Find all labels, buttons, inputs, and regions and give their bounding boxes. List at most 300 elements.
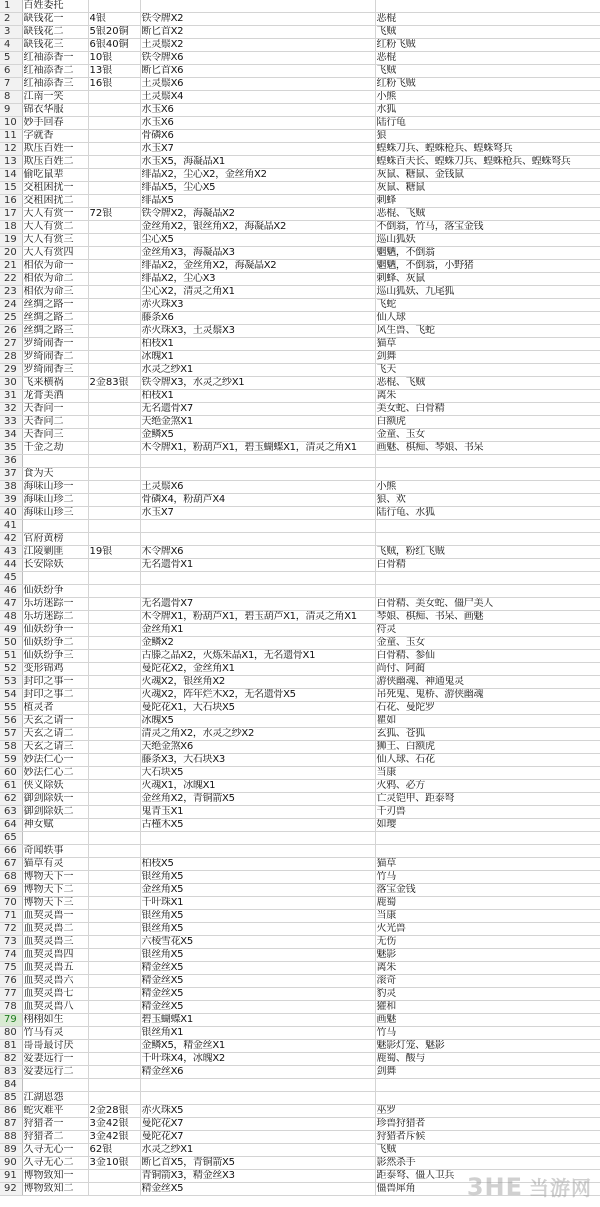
table-row bbox=[0, 871, 600, 884]
row-number-cell[interactable]: 75 bbox=[0, 962, 22, 975]
required-items-cell: 曼陀花X1，大石块X5 bbox=[140, 702, 375, 715]
reward-money-cell bbox=[88, 156, 140, 169]
row-number-cell[interactable]: 10 bbox=[0, 117, 22, 130]
quest-name-cell: 博物天下一 bbox=[22, 871, 88, 884]
target-monsters-cell: 尚付、阿蔺 bbox=[375, 663, 600, 676]
target-monsters-cell: 飞贼 bbox=[375, 1144, 600, 1157]
row-number-cell[interactable]: 77 bbox=[0, 988, 22, 1001]
reward-money-cell bbox=[88, 416, 140, 429]
table-row bbox=[0, 728, 600, 741]
quest-name-cell: 栩栩如生 bbox=[22, 1014, 88, 1027]
row-number-cell[interactable]: 47 bbox=[0, 598, 22, 611]
reward-money-cell bbox=[88, 169, 140, 182]
row-number-cell[interactable]: 40 bbox=[0, 507, 22, 520]
row-number-cell[interactable]: 34 bbox=[0, 429, 22, 442]
quest-name-cell: 久寻无心一 bbox=[22, 1144, 88, 1157]
target-monsters-cell: 竹马 bbox=[375, 1027, 600, 1040]
target-monsters-cell: 飞天 bbox=[375, 364, 600, 377]
row-number-cell[interactable]: 59 bbox=[0, 754, 22, 767]
quest-name-cell: 千金之劫 bbox=[22, 442, 88, 455]
target-monsters-cell bbox=[375, 832, 600, 845]
reward-money-cell bbox=[88, 650, 140, 663]
required-items-cell: 曼陀花X7 bbox=[140, 1131, 375, 1144]
reward-money-cell: 6银40铜 bbox=[88, 39, 140, 52]
row-number-cell[interactable]: 74 bbox=[0, 949, 22, 962]
table-row bbox=[0, 923, 600, 936]
row-number-cell[interactable]: 85 bbox=[0, 1092, 22, 1105]
reward-money-cell bbox=[88, 884, 140, 897]
row-number-cell[interactable]: 26 bbox=[0, 325, 22, 338]
row-number-cell[interactable]: 63 bbox=[0, 806, 22, 819]
row-number-cell[interactable]: 17 bbox=[0, 208, 22, 221]
row-number-cell[interactable]: 54 bbox=[0, 689, 22, 702]
row-number-cell[interactable]: 1 bbox=[0, 0, 22, 13]
required-items-cell: 骨磷X6 bbox=[140, 130, 375, 143]
row-number-cell[interactable]: 30 bbox=[0, 377, 22, 390]
row-number-cell[interactable]: 38 bbox=[0, 481, 22, 494]
row-number-cell[interactable]: 11 bbox=[0, 130, 22, 143]
quest-name-cell: 红袖添香三 bbox=[22, 78, 88, 91]
quest-name-cell: 博物天下三 bbox=[22, 897, 88, 910]
target-monsters-cell bbox=[375, 845, 600, 858]
table-row bbox=[0, 455, 600, 468]
required-items-cell: 尘心X2，清灵之角X1 bbox=[140, 286, 375, 299]
required-items-cell bbox=[140, 0, 375, 13]
reward-money-cell bbox=[88, 0, 140, 13]
quest-name-cell: 血契灵兽七 bbox=[22, 988, 88, 1001]
reward-money-cell bbox=[88, 780, 140, 793]
quest-name-cell: 大人有赏三 bbox=[22, 234, 88, 247]
quest-name-cell: 红袖添香二 bbox=[22, 65, 88, 78]
reward-money-cell bbox=[88, 793, 140, 806]
quest-name-cell bbox=[22, 455, 88, 468]
required-items-cell: 火魂X1，冰魄X1 bbox=[140, 780, 375, 793]
target-monsters-cell: 火鸦、必方 bbox=[375, 780, 600, 793]
reward-money-cell bbox=[88, 234, 140, 247]
required-items-cell bbox=[140, 455, 375, 468]
quest-name-cell: 百姓委托 bbox=[22, 0, 88, 13]
quest-name-cell: 锦衣华服 bbox=[22, 104, 88, 117]
row-number-cell[interactable]: 12 bbox=[0, 143, 22, 156]
target-monsters-cell: 恶棍 bbox=[375, 13, 600, 26]
row-number-cell[interactable]: 8 bbox=[0, 91, 22, 104]
quest-name-cell: 博物致知一 bbox=[22, 1170, 88, 1183]
table-row bbox=[0, 1014, 600, 1027]
table-row bbox=[0, 26, 600, 39]
reward-money-cell bbox=[88, 494, 140, 507]
row-number-cell[interactable]: 83 bbox=[0, 1066, 22, 1079]
required-items-cell: 铁令牌X3，水灵之纱X1 bbox=[140, 377, 375, 390]
row-number-cell[interactable]: 3 bbox=[0, 26, 22, 39]
reward-money-cell bbox=[88, 429, 140, 442]
row-number-cell[interactable]: 18 bbox=[0, 221, 22, 234]
row-number-cell[interactable]: 27 bbox=[0, 338, 22, 351]
required-items-cell: 冰魄X5 bbox=[140, 715, 375, 728]
row-number-cell[interactable]: 89 bbox=[0, 1144, 22, 1157]
table-row bbox=[0, 637, 600, 650]
reward-money-cell bbox=[88, 741, 140, 754]
row-number-cell[interactable]: 65 bbox=[0, 832, 22, 845]
required-items-cell: 天绝金煞X1 bbox=[140, 416, 375, 429]
table-row bbox=[0, 338, 600, 351]
target-monsters-cell: 石花、曼陀罗 bbox=[375, 702, 600, 715]
reward-money-cell: 19银 bbox=[88, 546, 140, 559]
quest-name-cell: 长安除妖 bbox=[22, 559, 88, 572]
row-number-cell[interactable]: 86 bbox=[0, 1105, 22, 1118]
row-number-cell[interactable]: 29 bbox=[0, 364, 22, 377]
target-monsters-cell: 蝗蛛刀兵、蝗蛛枪兵、蝗蛛弩兵 bbox=[375, 143, 600, 156]
row-number-cell[interactable]: 39 bbox=[0, 494, 22, 507]
required-items-cell: 断匕首X5，青铜箭X5 bbox=[140, 1157, 375, 1170]
reward-money-cell: 3金10银 bbox=[88, 1157, 140, 1170]
quest-name-cell: 天香问二 bbox=[22, 416, 88, 429]
table-row bbox=[0, 806, 600, 819]
table-row bbox=[0, 312, 600, 325]
target-monsters-cell: 獾和 bbox=[375, 1001, 600, 1014]
row-number-cell[interactable]: 58 bbox=[0, 741, 22, 754]
reward-money-cell bbox=[88, 754, 140, 767]
row-number-cell[interactable]: 88 bbox=[0, 1131, 22, 1144]
required-items-cell bbox=[140, 572, 375, 585]
table-row bbox=[0, 754, 600, 767]
row-number-cell[interactable]: 87 bbox=[0, 1118, 22, 1131]
table-row bbox=[0, 1118, 600, 1131]
row-number-cell[interactable]: 16 bbox=[0, 195, 22, 208]
row-number-cell[interactable]: 31 bbox=[0, 390, 22, 403]
required-items-cell bbox=[140, 1079, 375, 1092]
target-monsters-cell: 亡灵铠甲、距泰弩 bbox=[375, 793, 600, 806]
target-monsters-cell: 恶棍 bbox=[375, 52, 600, 65]
quest-name-cell bbox=[22, 520, 88, 533]
row-number-cell[interactable]: 90 bbox=[0, 1157, 22, 1170]
row-number-cell[interactable]: 14 bbox=[0, 169, 22, 182]
target-monsters-cell: 落宝金钱 bbox=[375, 884, 600, 897]
quest-name-cell: 天玄之请一 bbox=[22, 715, 88, 728]
row-number-cell[interactable]: 70 bbox=[0, 897, 22, 910]
row-number-cell[interactable]: 42 bbox=[0, 533, 22, 546]
table-row bbox=[0, 78, 600, 91]
reward-money-cell bbox=[88, 442, 140, 455]
quest-name-cell: 爱妻远行一 bbox=[22, 1053, 88, 1066]
table-row bbox=[0, 286, 600, 299]
reward-money-cell: 62银 bbox=[88, 1144, 140, 1157]
quest-name-cell: 血契灵兽五 bbox=[22, 962, 88, 975]
target-monsters-cell: 陆行龟 bbox=[375, 117, 600, 130]
quest-name-cell: 封印之事二 bbox=[22, 689, 88, 702]
row-number-cell[interactable]: 78 bbox=[0, 1001, 22, 1014]
target-monsters-cell: 不倒翁，竹马，落宝金钱 bbox=[375, 221, 600, 234]
row-number-cell[interactable]: 23 bbox=[0, 286, 22, 299]
reward-money-cell bbox=[88, 962, 140, 975]
reward-money-cell bbox=[88, 364, 140, 377]
target-monsters-cell: 恶棍、飞贼 bbox=[375, 377, 600, 390]
row-number-cell[interactable]: 44 bbox=[0, 559, 22, 572]
row-number-cell[interactable]: 81 bbox=[0, 1040, 22, 1053]
required-items-cell: 精金丝X5 bbox=[140, 1001, 375, 1014]
row-number-cell[interactable]: 21 bbox=[0, 260, 22, 273]
row-number-cell[interactable]: 56 bbox=[0, 715, 22, 728]
table-row bbox=[0, 1001, 600, 1014]
target-monsters-cell: 当康 bbox=[375, 767, 600, 780]
table-row bbox=[0, 13, 600, 26]
table-row bbox=[0, 533, 600, 546]
row-number-cell[interactable]: 20 bbox=[0, 247, 22, 260]
quest-name-cell: 奇闻轶事 bbox=[22, 845, 88, 858]
target-monsters-cell: 无伤 bbox=[375, 936, 600, 949]
quest-name-cell: 罗绮闹香一 bbox=[22, 338, 88, 351]
row-number-cell[interactable]: 53 bbox=[0, 676, 22, 689]
required-items-cell: 赤火珠X3，土灵鬃X3 bbox=[140, 325, 375, 338]
row-number-cell[interactable]: 82 bbox=[0, 1053, 22, 1066]
target-monsters-cell bbox=[375, 572, 600, 585]
required-items-cell: 大石块X5 bbox=[140, 767, 375, 780]
required-items-cell: 水玉X7 bbox=[140, 143, 375, 156]
quest-name-cell: 博物天下二 bbox=[22, 884, 88, 897]
row-number-cell[interactable]: 76 bbox=[0, 975, 22, 988]
row-number-cell[interactable]: 71 bbox=[0, 910, 22, 923]
table-row bbox=[0, 611, 600, 624]
row-number-cell[interactable]: 80 bbox=[0, 1027, 22, 1040]
target-monsters-cell: 水狐 bbox=[375, 104, 600, 117]
row-number-cell[interactable]: 19 bbox=[0, 234, 22, 247]
row-number-cell[interactable]: 5 bbox=[0, 52, 22, 65]
table-row bbox=[0, 364, 600, 377]
required-items-cell: 精金丝X6 bbox=[140, 1066, 375, 1079]
row-number-cell[interactable]: 52 bbox=[0, 663, 22, 676]
reward-money-cell bbox=[88, 1014, 140, 1027]
table-row bbox=[0, 442, 600, 455]
table-row bbox=[0, 975, 600, 988]
target-monsters-cell bbox=[375, 1079, 600, 1092]
required-items-cell: 藤条X6 bbox=[140, 312, 375, 325]
required-items-cell: 精金丝X5 bbox=[140, 1183, 375, 1196]
target-monsters-cell: 符灵 bbox=[375, 624, 600, 637]
target-monsters-cell: 陆行龟、水狐 bbox=[375, 507, 600, 520]
row-number-cell[interactable]: 60 bbox=[0, 767, 22, 780]
row-number-cell[interactable]: 61 bbox=[0, 780, 22, 793]
quest-name-cell: 大人有赏四 bbox=[22, 247, 88, 260]
quest-name-cell: 乐坊迷踪一 bbox=[22, 598, 88, 611]
required-items-cell: 银丝角X5 bbox=[140, 871, 375, 884]
row-number-cell[interactable]: 51 bbox=[0, 650, 22, 663]
row-number-cell[interactable]: 50 bbox=[0, 637, 22, 650]
row-number-cell[interactable]: 36 bbox=[0, 455, 22, 468]
table-row bbox=[0, 208, 600, 221]
row-number-cell[interactable]: 46 bbox=[0, 585, 22, 598]
quest-name-cell: 字就香 bbox=[22, 130, 88, 143]
table-row bbox=[0, 494, 600, 507]
quest-name-cell: 食为天 bbox=[22, 468, 88, 481]
row-number-cell[interactable]: 4 bbox=[0, 39, 22, 52]
row-number-cell[interactable]: 32 bbox=[0, 403, 22, 416]
row-number-cell[interactable]: 15 bbox=[0, 182, 22, 195]
reward-money-cell bbox=[88, 624, 140, 637]
row-number-cell[interactable]: 64 bbox=[0, 819, 22, 832]
quest-name-cell: 血契灵兽八 bbox=[22, 1001, 88, 1014]
row-number-cell[interactable]: 9 bbox=[0, 104, 22, 117]
quest-name-cell: 江南一笑 bbox=[22, 91, 88, 104]
row-number-cell[interactable]: 66 bbox=[0, 845, 22, 858]
row-number-cell[interactable]: 48 bbox=[0, 611, 22, 624]
row-number-cell[interactable]: 7 bbox=[0, 78, 22, 91]
row-number-cell[interactable]: 92 bbox=[0, 1183, 22, 1196]
row-number-cell[interactable]: 84 bbox=[0, 1079, 22, 1092]
quest-name-cell: 血契灵兽一 bbox=[22, 910, 88, 923]
table-row bbox=[0, 819, 600, 832]
target-monsters-cell: 美女蛇、白骨精 bbox=[375, 403, 600, 416]
target-monsters-cell: 影然杀手 bbox=[375, 1157, 600, 1170]
row-number-cell[interactable]: 55 bbox=[0, 702, 22, 715]
target-monsters-cell bbox=[375, 585, 600, 598]
required-items-cell: 银丝角X5 bbox=[140, 910, 375, 923]
required-items-cell: 绯晶X5，尘心X5 bbox=[140, 182, 375, 195]
table-row bbox=[0, 1092, 600, 1105]
required-items-cell bbox=[140, 845, 375, 858]
reward-money-cell bbox=[88, 221, 140, 234]
row-number-cell[interactable]: 41 bbox=[0, 520, 22, 533]
quest-name-cell: 仙妖纷争 bbox=[22, 585, 88, 598]
row-number-cell[interactable]: 91 bbox=[0, 1170, 22, 1183]
row-number-cell[interactable]: 43 bbox=[0, 546, 22, 559]
required-items-cell: 精金丝X5 bbox=[140, 975, 375, 988]
table-row bbox=[0, 39, 600, 52]
reward-money-cell: 5银20铜 bbox=[88, 26, 140, 39]
required-items-cell: 水玉X6 bbox=[140, 117, 375, 130]
table-row bbox=[0, 585, 600, 598]
required-items-cell: 金鳞X2 bbox=[140, 637, 375, 650]
required-items-cell: 骨磷X4，粉葫芦X4 bbox=[140, 494, 375, 507]
row-number-cell[interactable]: 2 bbox=[0, 13, 22, 26]
row-number-cell[interactable]: 13 bbox=[0, 156, 22, 169]
reward-money-cell: 10银 bbox=[88, 52, 140, 65]
reward-money-cell bbox=[88, 676, 140, 689]
required-items-cell: 水灵之纱X1 bbox=[140, 1144, 375, 1157]
required-items-cell: 火魂X2，阵年烂木X2，无名遗骨X5 bbox=[140, 689, 375, 702]
row-number-cell[interactable]: 6 bbox=[0, 65, 22, 78]
quest-name-cell: 欺压百姓二 bbox=[22, 156, 88, 169]
required-items-cell: 银丝角X1 bbox=[140, 1027, 375, 1040]
row-number-cell[interactable]: 62 bbox=[0, 793, 22, 806]
quest-name-cell: 欺压百姓一 bbox=[22, 143, 88, 156]
table-row bbox=[0, 403, 600, 416]
table-row bbox=[0, 1157, 600, 1170]
target-monsters-cell: 灰鼠、糖鼠 bbox=[375, 182, 600, 195]
watermark-logo: 3HE bbox=[466, 1172, 523, 1201]
required-items-cell: 金丝角X2，银丝角X2，海凝晶X2 bbox=[140, 221, 375, 234]
required-items-cell: 土灵鬃X6 bbox=[140, 481, 375, 494]
target-monsters-cell: 鹿蜀、酸与 bbox=[375, 1053, 600, 1066]
quest-name-cell: 缺钱花一 bbox=[22, 13, 88, 26]
table-row bbox=[0, 182, 600, 195]
row-number-cell[interactable]: 22 bbox=[0, 273, 22, 286]
reward-money-cell bbox=[88, 338, 140, 351]
row-number-cell[interactable]: 68 bbox=[0, 871, 22, 884]
target-monsters-cell bbox=[375, 533, 600, 546]
row-number-cell[interactable]: 25 bbox=[0, 312, 22, 325]
target-monsters-cell bbox=[375, 1092, 600, 1105]
reward-money-cell bbox=[88, 858, 140, 871]
quest-name-cell: 大人有赏二 bbox=[22, 221, 88, 234]
required-items-cell: 柏枝X1 bbox=[140, 338, 375, 351]
target-monsters-cell: 玄狐、苍狐 bbox=[375, 728, 600, 741]
table-row bbox=[0, 247, 600, 260]
reward-money-cell bbox=[88, 182, 140, 195]
target-monsters-cell: 红粉飞贼 bbox=[375, 39, 600, 52]
target-monsters-cell: 吊死鬼、鬼桥、游侠幽魂 bbox=[375, 689, 600, 702]
required-items-cell: 赤火珠X3 bbox=[140, 299, 375, 312]
row-number-cell[interactable]: 73 bbox=[0, 936, 22, 949]
reward-money-cell bbox=[88, 988, 140, 1001]
table-row bbox=[0, 1027, 600, 1040]
required-items-cell: 六棱雪花X5 bbox=[140, 936, 375, 949]
row-number-cell[interactable]: 69 bbox=[0, 884, 22, 897]
table-row bbox=[0, 949, 600, 962]
table-row bbox=[0, 481, 600, 494]
row-number-cell[interactable]: 24 bbox=[0, 299, 22, 312]
target-monsters-cell: 竹马 bbox=[375, 871, 600, 884]
required-items-cell: 赤火珠X5 bbox=[140, 1105, 375, 1118]
target-monsters-cell: 火光兽 bbox=[375, 923, 600, 936]
quest-name-cell: 仙妖纷争二 bbox=[22, 637, 88, 650]
watermark bbox=[467, 1172, 592, 1201]
target-monsters-cell bbox=[375, 455, 600, 468]
table-row bbox=[0, 0, 600, 13]
reward-money-cell bbox=[88, 247, 140, 260]
target-monsters-cell bbox=[375, 468, 600, 481]
target-monsters-cell: 飞蛇 bbox=[375, 299, 600, 312]
quest-name-cell: 相依为命一 bbox=[22, 260, 88, 273]
table-row bbox=[0, 429, 600, 442]
target-monsters-cell: 灰鼠、糖鼠、金钱鼠 bbox=[375, 169, 600, 182]
reward-money-cell bbox=[88, 533, 140, 546]
table-row bbox=[0, 910, 600, 923]
row-number-cell[interactable]: 49 bbox=[0, 624, 22, 637]
required-items-cell: 银丝角X5 bbox=[140, 949, 375, 962]
row-number-cell[interactable]: 72 bbox=[0, 923, 22, 936]
required-items-cell: 金丝角X3，海凝晶X3 bbox=[140, 247, 375, 260]
row-number-cell[interactable]: 37 bbox=[0, 468, 22, 481]
row-number-cell[interactable]: 45 bbox=[0, 572, 22, 585]
reward-money-cell bbox=[88, 325, 140, 338]
quest-name-cell: 海味山珍二 bbox=[22, 494, 88, 507]
reward-money-cell bbox=[88, 1053, 140, 1066]
table-row bbox=[0, 702, 600, 715]
reward-money-cell bbox=[88, 481, 140, 494]
table-row bbox=[0, 1040, 600, 1053]
table-row bbox=[0, 650, 600, 663]
quest-name-cell: 妙法仁心一 bbox=[22, 754, 88, 767]
row-number-cell[interactable]: 35 bbox=[0, 442, 22, 455]
row-number-cell[interactable]: 67 bbox=[0, 858, 22, 871]
required-items-cell bbox=[140, 520, 375, 533]
reward-money-cell: 3金42银 bbox=[88, 1118, 140, 1131]
required-items-cell: 冰魄X1 bbox=[140, 351, 375, 364]
reward-money-cell bbox=[88, 767, 140, 780]
reward-money-cell bbox=[88, 390, 140, 403]
required-items-cell bbox=[140, 832, 375, 845]
row-number-cell[interactable]: 28 bbox=[0, 351, 22, 364]
row-number-cell[interactable]: 79 bbox=[0, 1014, 22, 1027]
quest-name-cell: 飞来横祸 bbox=[22, 377, 88, 390]
table-row bbox=[0, 130, 600, 143]
target-monsters-cell: 巡山狐妖 bbox=[375, 234, 600, 247]
table-row bbox=[0, 1105, 600, 1118]
table-row bbox=[0, 1066, 600, 1079]
target-monsters-cell: 仙人球 bbox=[375, 312, 600, 325]
row-number-cell[interactable]: 57 bbox=[0, 728, 22, 741]
row-number-cell[interactable]: 33 bbox=[0, 416, 22, 429]
target-monsters-cell bbox=[375, 0, 600, 13]
